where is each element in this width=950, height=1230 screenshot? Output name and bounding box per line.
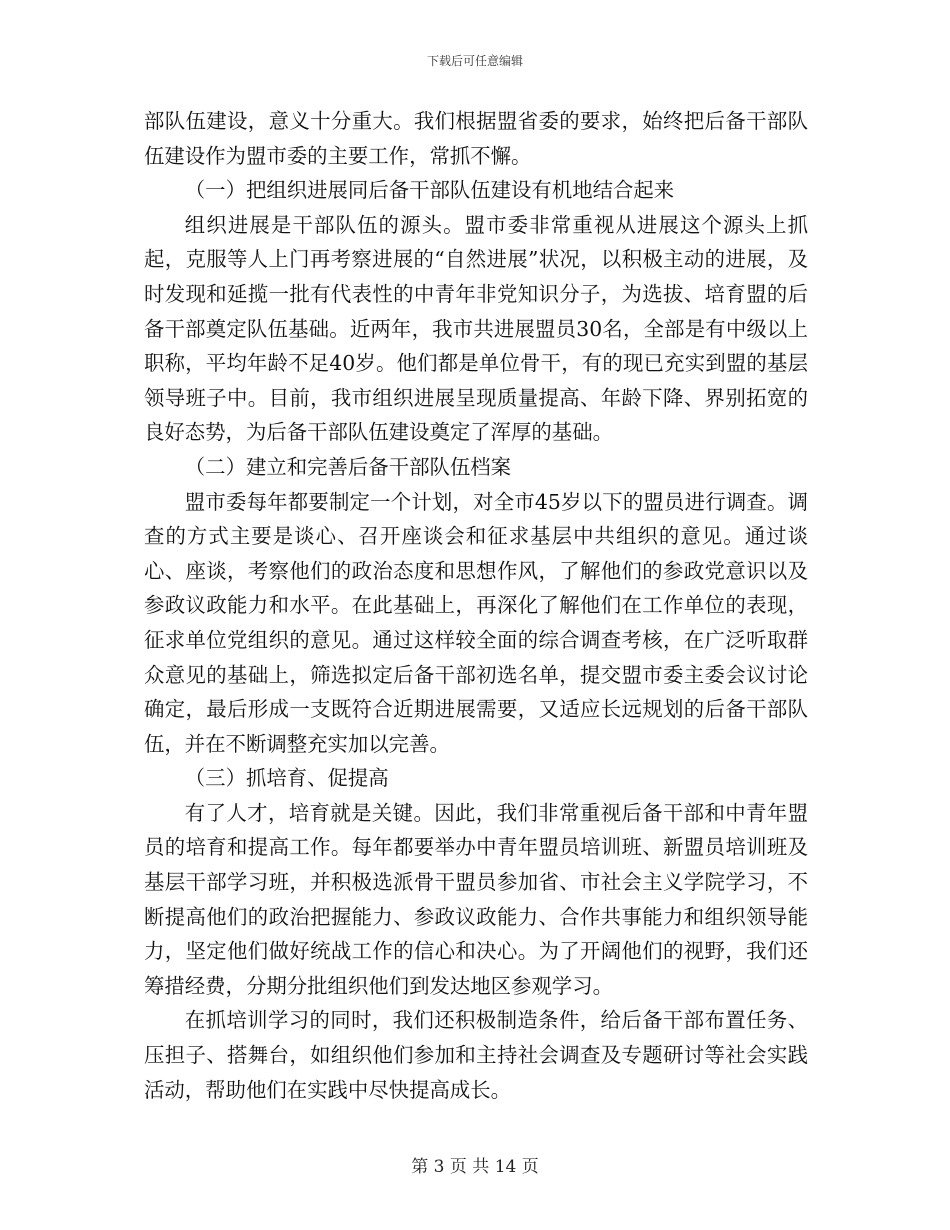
paragraph-3: 盟市委每年都要制定一个计划，对全市45岁以下的盟员进行调查。调查的方式主要是谈心、召开座谈会和征求基层中共组织的意见。通过谈心、座谈，考察他们的政治态度和思想作风，了解他们的参政党意识以及参政议政能力和水平。在此基础上，再深化了解他们在工作单位的表现，征求单位党组织的意见。通过这样较全面的综合调查考核，在广泛听取群众意见的基础上，筛选拟定后备干部初选名单，提交盟市委主委会议讨论确定，最后形成一支既符合近期进展需要，又适应长远规划的后备干部队伍，并在不断调整充实加以完善。: [144, 489, 808, 756]
paragraph-5: 在抓培训学习的同时，我们还积极制造条件，给后备干部布置任务、压担子、搭舞台，如组织他们参加和主持社会调查及专题研讨等社会实践活动，帮助他们在实践中尽快提高成长。: [144, 1008, 808, 1102]
paragraph-1: 部队伍建设，意义十分重大。我们根据盟省委的要求，始终把后备干部队伍建设作为盟市委的主要工作，常抓不懈。: [144, 109, 808, 168]
section-heading-3: （三）抓培育、促提高: [184, 766, 389, 791]
section-heading-2: （二）建立和完善后备干部队伍档案: [184, 454, 512, 479]
document-body: [144, 104, 808, 1107]
page-number-footer: 第 3 页 共 14 页: [411, 1157, 539, 1177]
paragraph-4: 有了人才，培育就是关键。因此，我们非常重视后备干部和中青年盟员的培育和提高工作。每年都要举办中青年盟员培训班、新盟员培训班及基层干部学习班，并积极选派骨干盟员参加省、市社会主义学院学习，不断提高他们的政治把握能力、参政议政能力、合作共事能力和组织领导能力，坚定他们做好统战工作的信心和决心。为了开阔他们的视野，我们还筹措经费，分期分批组织他们到发达地区参观学习。: [144, 800, 808, 998]
section-heading-1: （一）把组织进展同后备干部队伍建设有机地结合起来: [184, 178, 675, 203]
paragraph-2: 组织进展是干部队伍的源头。盟市委非常重视从进展这个源头上抓起，克服等人上门再考察进展的“自然进展”状况，以积极主动的进展，及时发现和延揽一批有代表性的中青年非党知识分子，为选拔、培育盟的后备干部奠定队伍基础。近两年，我市共进展盟员30名，全部是有中级以上职称，平均年龄不足40岁。他们都是单位骨干，有的现已充实到盟的基层领导班子中。目前，我市组织进展呈现质量提高、年龄下降、界别拓宽的良好态势，为后备干部队伍建设奠定了浑厚的基础。: [144, 212, 808, 445]
page-header: 下载后可任意编辑: [426, 54, 523, 68]
